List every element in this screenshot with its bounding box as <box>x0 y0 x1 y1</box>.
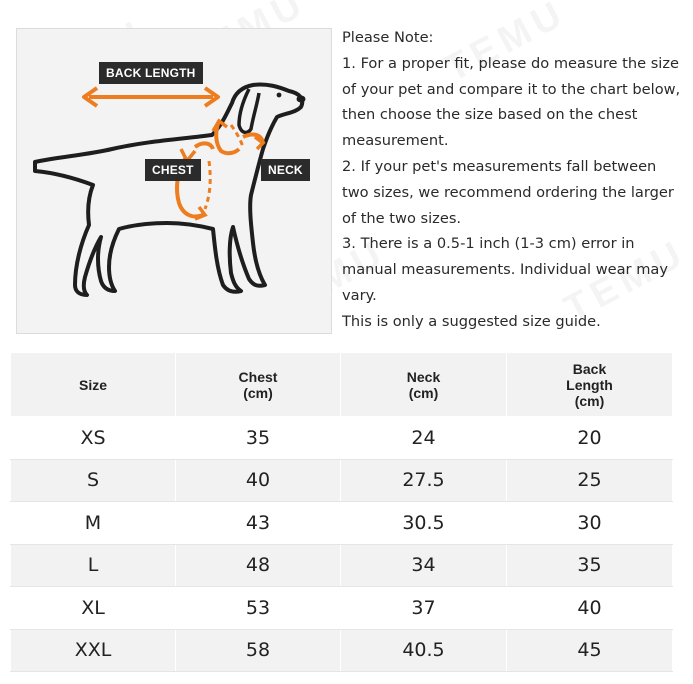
note-item: 2. If your pet's measurements fall between two sizes, we recommend ordering the larger of the two sizes. <box>342 157 674 227</box>
table-header-row <box>11 353 673 417</box>
table-row <box>11 587 673 630</box>
cell-chest: 43 <box>176 502 341 545</box>
size-chart-table <box>10 352 673 672</box>
cell-back-length: 35 <box>507 544 673 587</box>
cell-neck: 37 <box>341 587 507 630</box>
cell-back-length: 25 <box>507 459 673 502</box>
back-length-label: BACK LENGTH <box>99 62 203 84</box>
notes-footer: This is only a suggested size guide. <box>342 312 601 330</box>
table-row <box>11 459 673 502</box>
cell-neck: 27.5 <box>341 459 507 502</box>
dog-measurement-illustration <box>16 28 332 334</box>
table-row <box>11 417 673 460</box>
cell-size: XL <box>11 587 176 630</box>
cell-size: XXL <box>11 629 176 672</box>
cell-size: XS <box>11 417 176 460</box>
cell-chest: 35 <box>176 417 341 460</box>
notes-title: Please Note: <box>342 29 434 46</box>
header-size: Size <box>11 353 176 417</box>
cell-back-length: 20 <box>507 417 673 460</box>
note-item: 1. For a proper fit, please do measure the size of your pet and compare it to the chart below, then choose the size based on the chest measurement. <box>342 54 681 150</box>
cell-size: L <box>11 544 176 587</box>
cell-chest: 40 <box>176 459 341 502</box>
cell-neck: 34 <box>341 544 507 587</box>
cell-chest: 58 <box>176 629 341 672</box>
header-neck: Neck (cm) <box>341 353 507 417</box>
neck-label: NECK <box>261 159 310 181</box>
table-row <box>11 629 673 672</box>
cell-neck: 30.5 <box>341 502 507 545</box>
cell-neck: 24 <box>341 417 507 460</box>
cell-back-length: 30 <box>507 502 673 545</box>
header-back-length: Back Length (cm) <box>507 353 673 417</box>
cell-neck: 40.5 <box>341 629 507 672</box>
cell-chest: 53 <box>176 587 341 630</box>
size-notes <box>342 25 682 335</box>
cell-size: S <box>11 459 176 502</box>
cell-back-length: 40 <box>507 587 673 630</box>
cell-back-length: 45 <box>507 629 673 672</box>
table-row <box>11 544 673 587</box>
note-item: 3. There is a 0.5-1 inch (1-3 cm) error in manual measurements. Individual wear may vary. <box>342 235 668 304</box>
table-row <box>11 502 673 545</box>
cell-chest: 48 <box>176 544 341 587</box>
chest-label: CHEST <box>145 159 201 181</box>
cell-size: M <box>11 502 176 545</box>
header-chest: Chest (cm) <box>176 353 341 417</box>
